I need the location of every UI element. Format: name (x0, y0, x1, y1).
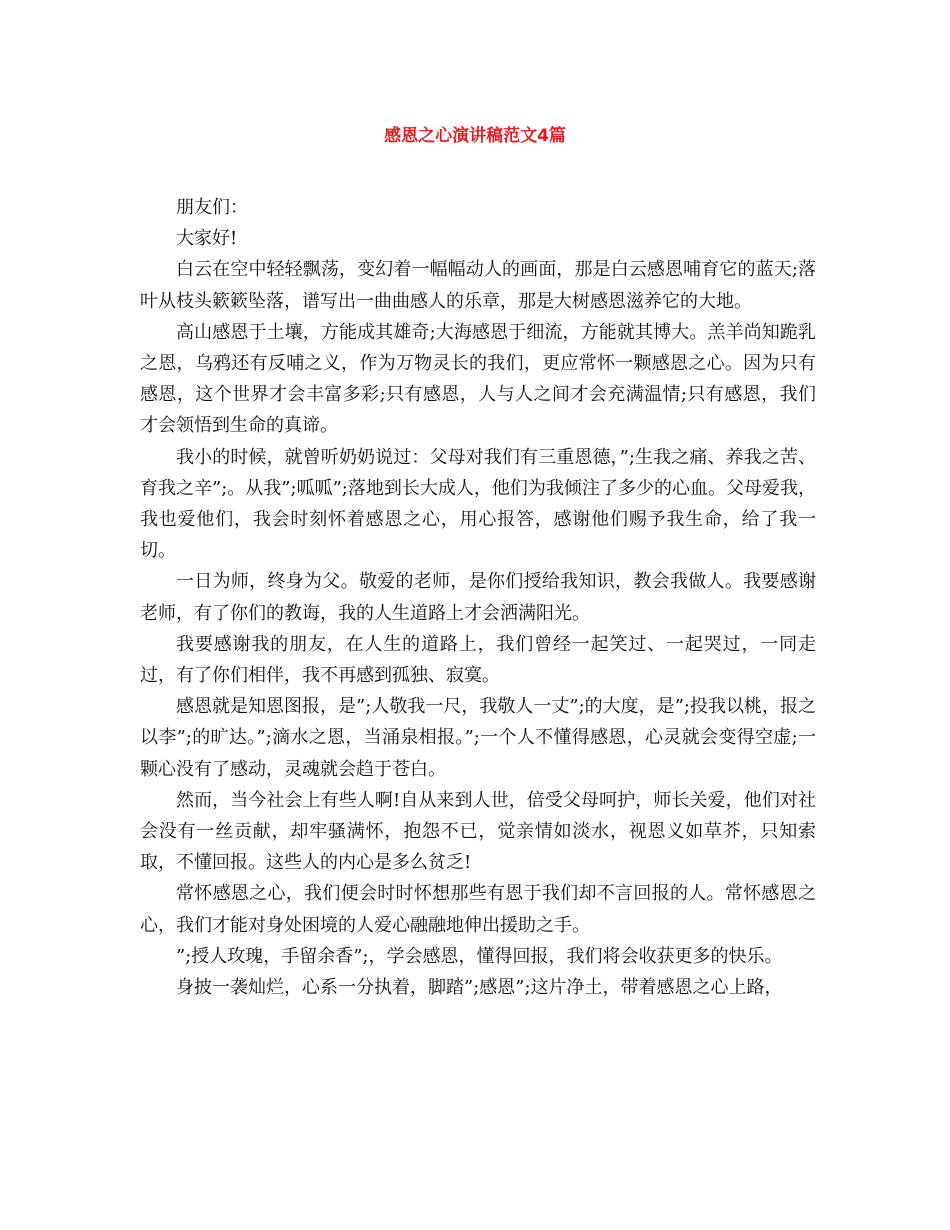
paragraph: 身披一袭灿烂，心系一分执着，脚踏”;感恩”;这片净土，带着感恩之心上路， (176, 977, 783, 999)
paragraph: 一日为师，终身为父。敬爱的老师，是你们授给我知识，教会我做人。我要感谢老师，有了你们的教诲，我的人生道路上才会洒满阳光。 (140, 571, 816, 624)
paragraph: ”;授人玫瑰，手留余香”;，学会感恩，懂得回报，我们将会收获更多的快乐。 (176, 945, 783, 967)
paragraph: 然而，当今社会上有些人啊!自从来到人世，倍受父母呵护，师长关爱，他们对社会没有一丝贡献，却牢骚满怀，抱怨不已，觉亲情如淡水，视恩义如草芥，只知索取，不懂回报。这些人的内心是多么贫乏! (140, 789, 816, 874)
paragraph: 高山感恩于土壤，方能成其雄奇;大海感恩于细流，方能就其博大。羔羊尚知跪乳之恩，乌鸦还有反哺之义，作为万物灵长的我们，更应常怀一颗感恩之心。因为只有感恩，这个世界才会丰富多彩;只有感恩，人与人之间才会充满温情;只有感恩，我们才会领悟到生命的真谛。 (140, 321, 816, 437)
document-body (140, 192, 816, 1003)
paragraph: 我小的时候，就曾听奶奶说过：父母对我们有三重恩德，”;生我之痛、养我之苦、育我之辛”;。从我”;呱呱”;落地到长大成人，他们为我倾注了多少的心血。父母爱我，我也爱他们，我会时刻怀着感恩之心，用心报答，感谢他们赐予我生命，给了我一切。 (140, 446, 816, 562)
paragraph: 感恩就是知恩图报，是”;人敬我一尺，我敬人一丈”;的大度，是”;投我以桃，报之以李”;的旷达。”;滴水之恩，当涌泉相报。”;一个人不懂得感恩，心灵就会变得空虚;一颗心没有了感动，灵魂就会趋于苍白。 (140, 696, 816, 780)
paragraph-greeting: 朋友们： (176, 197, 248, 218)
document-title: 感恩之心演讲稿范文4篇 (384, 126, 566, 146)
paragraph-hello: 大家好! (176, 228, 238, 250)
paragraph: 常怀感恩之心，我们便会时时怀想那些有恩于我们却不言回报的人。常怀感恩之心，我们才能对身处困境的人爱心融融地伸出援助之手。 (140, 883, 816, 936)
paragraph: 我要感谢我的朋友，在人生的道路上，我们曾经一起笑过、一起哭过，一同走过，有了你们相伴，我不再感到孤独、寂寞。 (140, 633, 816, 687)
paragraph: 白云在空中轻轻飘荡，变幻着一幅幅动人的画面，那是白云感恩哺育它的蓝天;落叶从枝头簌簌坠落，谱写出一曲曲感人的乐章，那是大树感恩滋养它的大地。 (140, 259, 816, 312)
